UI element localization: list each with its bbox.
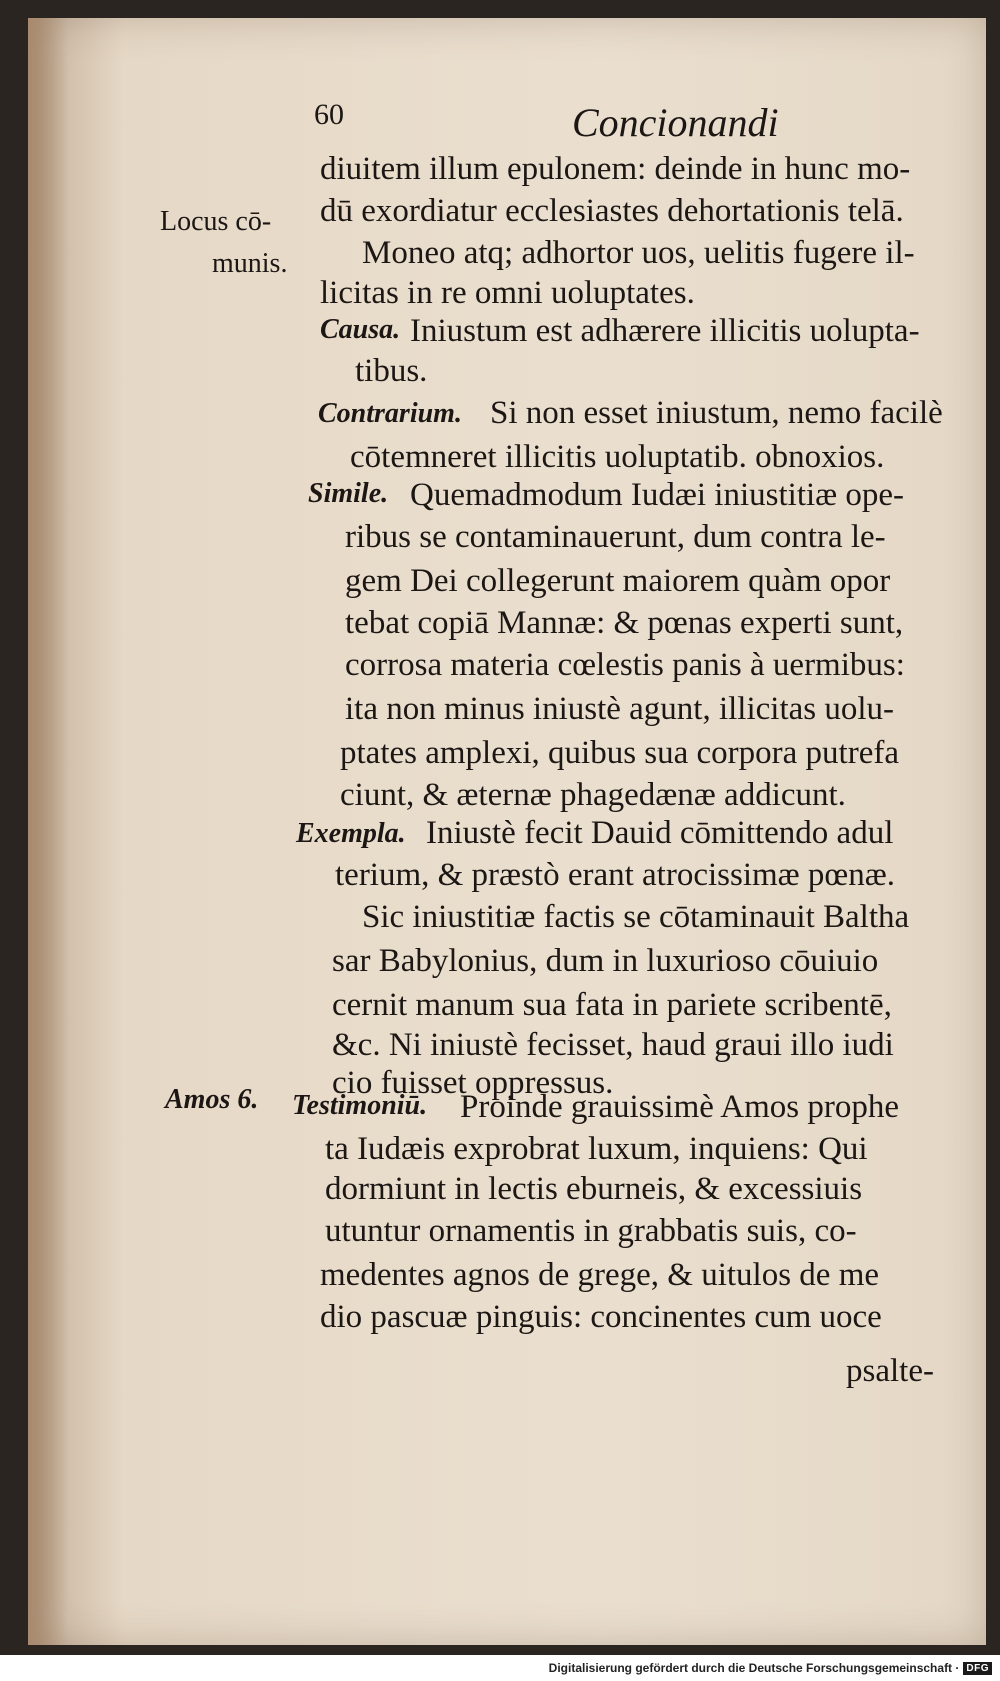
text-line: dio pascuæ pinguis: concinentes cum uoce [320,1299,882,1335]
text-line: cōtemneret illicitis uoluptatib. obnoxios. [350,439,885,475]
text-line: diuitem illum epulonem: deinde in hunc mo- [320,151,911,187]
text-line: cernit manum sua fata in pariete scribentē, [332,987,892,1023]
text-line: tibus. [355,353,428,389]
text-line: Sic iniustitiæ factis se cōtaminauit Baltha [362,899,910,935]
text-line: ribus se contaminauerunt, dum contra le- [345,519,886,555]
text-line: Proinde grauissimè Amos prophe [460,1089,900,1125]
margin-note-locus-1: Locus cō- [160,206,272,237]
text-line: tebat copiā Mannæ: & pœnas experti sunt, [345,605,904,641]
label-simile: Simile. [308,478,389,509]
catchword: psalte- [846,1353,934,1389]
text-line: &c. Ni iniustè fecisset, haud graui illo iudi [332,1027,894,1063]
text-line: Moneo atq; adhortor uos, uelitis fugere il- [362,235,915,271]
text-line: Iniustè fecit Dauid cōmittendo adul [426,815,894,851]
text-line: Quemadmodum Iudæi iniustitiæ ope- [410,477,905,513]
text-line: ptates amplexi, quibus sua corpora putrefa [340,735,899,771]
page-number: 60 [314,98,344,131]
text-line: Iniustum est adhærere illicitis uolupta- [410,313,920,349]
text-line: dormiunt in lectis eburneis, & excessiuis [325,1171,863,1207]
label-contrarium: Contrarium. [318,398,462,429]
text-line: corrosa materia cœlestis panis à uermibus: [345,647,905,683]
label-testimonium: Testimoniū. [292,1090,428,1121]
text-line: ita non minus iniustè agunt, illicitas uolu- [345,691,895,727]
text-line: utuntur ornamentis in grabbatis suis, co- [325,1213,857,1249]
footer-bar [0,1655,1000,1681]
running-title: Concionandi [572,100,779,145]
digitization-credit: Digitalisierung gefördert durch die Deutsche Forschungsgemeinschaft · [548,1661,960,1675]
text-line: ciunt, & æternæ phagedænæ addicunt. [340,777,846,813]
text-line: licitas in re omni uoluptates. [320,275,695,311]
text-line: ta Iudæis exprobrat luxum, inquiens: Qui [325,1131,868,1167]
margin-note-amos: Amos 6. [165,1084,259,1115]
text-line: gem Dei collegerunt maiorem quàm opor [345,563,891,599]
text-line: medentes agnos de grege, & uitulos de me [320,1257,880,1293]
text-line: Si non esset iniustum, nemo facilè [490,395,943,431]
text-line: terium, & præstò erant atrocissimæ pœnæ. [335,857,896,893]
text-line: sar Babylonius, dum in luxurioso cōuiuio [332,943,879,979]
text-line: dū exordiatur ecclesiastes dehortationis telā. [320,193,904,229]
page-gutter-shadow [28,18,68,1645]
label-causa: Causa. [320,314,401,345]
margin-note-locus-2: munis. [212,248,288,279]
label-exempla: Exempla. [296,818,406,849]
dfg-logo: DFG [963,1662,992,1675]
text-line: cio fuisset oppressus. [332,1065,614,1101]
